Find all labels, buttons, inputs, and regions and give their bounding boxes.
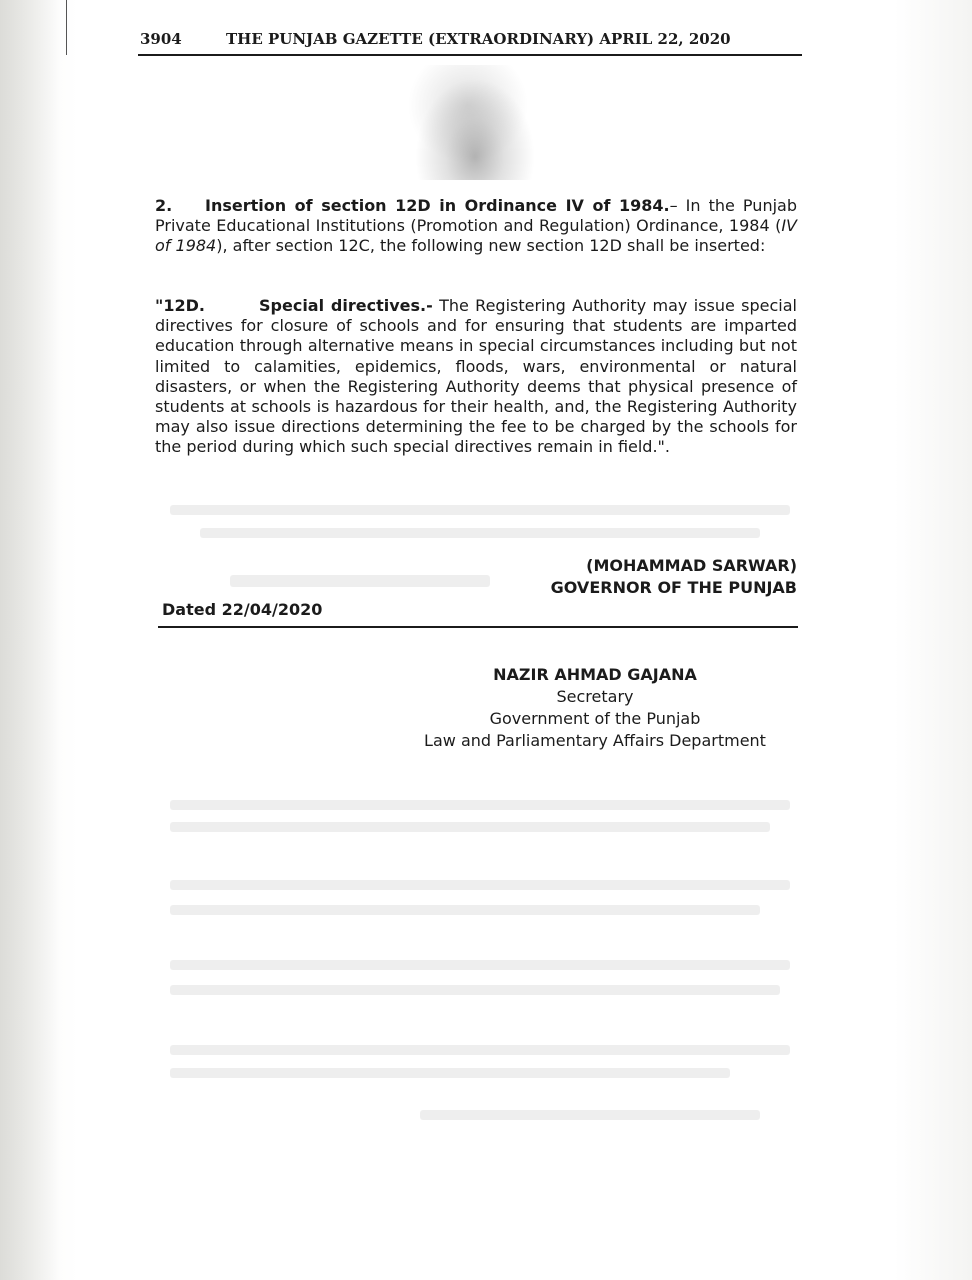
subsection-text: The Registering Authority may issue special directives for closure of schools and for ensuring that students are imparted education through alternative means in special circumstances including but not limited to calamities, epidemics, floods, wars, environmental or natural disasters, or when the Registering Authority deems that physical presence of students at schools is hazardous for their health, and, the Registering Authority may also issue directions determining the fee to be charged by the schools for the period during which such special directives remain in field.". bbox=[155, 296, 797, 457]
bleed-through bbox=[170, 905, 760, 915]
section-2-paragraph bbox=[155, 196, 797, 257]
section-12d-paragraph bbox=[155, 296, 797, 458]
ordinance-reference: IV of 1984 bbox=[155, 216, 797, 256]
secretary-department: Law and Parliamentary Affairs Department bbox=[424, 731, 766, 750]
date-line: Dated 22/04/2020 bbox=[162, 600, 323, 619]
secretary-name: NAZIR AHMAD GAJANA bbox=[493, 665, 697, 684]
bleed-through bbox=[170, 1068, 730, 1078]
section-number: 2. bbox=[155, 196, 173, 215]
bleed-through bbox=[170, 985, 780, 995]
page-number: 3904 bbox=[140, 30, 182, 48]
governor-title: GOVERNOR OF THE PUNJAB bbox=[550, 578, 797, 597]
bleed-through bbox=[170, 880, 790, 890]
secretary-designation: Secretary bbox=[556, 687, 634, 706]
secretary-government: Government of the Punjab bbox=[489, 709, 701, 728]
section-rule bbox=[158, 626, 798, 628]
section-text-part1: – In the Punjab Private Educational Institutions (Promotion and Regulation) Ordinance, 1984 ( bbox=[155, 196, 797, 236]
faded-stamp bbox=[405, 65, 545, 180]
bleed-through bbox=[170, 960, 790, 970]
bleed-through bbox=[170, 800, 790, 810]
page-header bbox=[140, 28, 802, 52]
bleed-through bbox=[170, 1045, 790, 1055]
subsection-heading: Special directives.- bbox=[259, 296, 433, 315]
bleed-through bbox=[170, 505, 790, 515]
bleed-through bbox=[420, 1110, 760, 1120]
bleed-through bbox=[200, 528, 760, 538]
section-heading: Insertion of section 12D in Ordinance IV of 1984. bbox=[205, 196, 670, 215]
header-rule bbox=[138, 54, 802, 56]
governor-signature-block bbox=[440, 555, 797, 599]
gazette-title: THE PUNJAB GAZETTE (EXTRAORDINARY) APRIL 22, 2020 bbox=[226, 30, 731, 48]
secretary-block bbox=[400, 664, 790, 752]
governor-name: (MOHAMMAD SARWAR) bbox=[586, 556, 797, 575]
scan-shadow bbox=[0, 0, 60, 1280]
section-text-part2: ), after section 12C, the following new section 12D shall be inserted: bbox=[216, 236, 766, 256]
bleed-through bbox=[170, 822, 770, 832]
subsection-number: "12D. bbox=[155, 296, 205, 315]
page-edge-line bbox=[66, 0, 67, 55]
